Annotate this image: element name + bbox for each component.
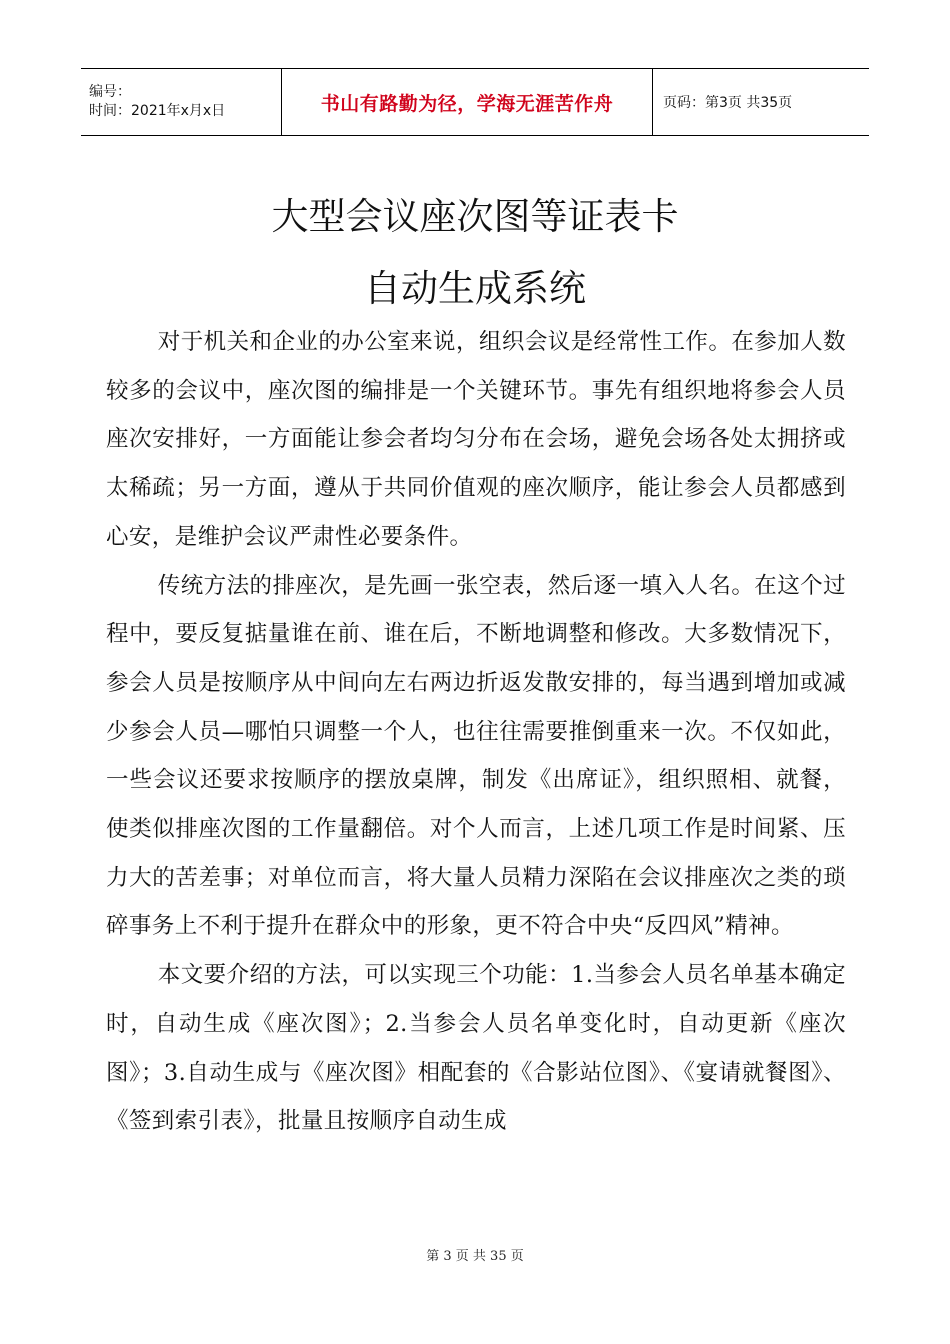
document-title-line1: 大型会议座次图等证表卡: [271, 195, 679, 238]
motto-text: 书山有路勤为径，学海无涯苦作舟: [320, 92, 614, 115]
header-page-info: [653, 69, 869, 135]
document-header: [81, 68, 869, 136]
date-label: 时间：2021年x月x日: [89, 103, 226, 119]
document-title-line2: 自动生成系统: [364, 267, 586, 310]
header-meta: [81, 69, 282, 135]
document-body: [106, 318, 846, 1146]
paragraph-2: 传统方法的排座次，是先画一张空表，然后逐一填入人名。在这个过程中，要反复掂量谁在前、谁在后，不断地调整和修改。大多数情况下，参会人员是按顺序从中间向左右两边折返发散安排的，每当遇到增加或减少参会人员—哪怕只调整一个人，也往往需要推倒重来一次。不仅如此，一些会议还要求按顺序的摆放桌牌，制发《出席证》，组织照相、就餐，使类似排座次图的工作量翻倍。对个人而言，上述几项工作是时间紧、压力大的苦差事；对单位而言，将大量人员精力深陷在会议排座次之类的琐碎事务上不利于提升在群众中的形象，更不符合中央“反四风”精神。: [106, 572, 846, 940]
code-label: 编号：: [89, 84, 131, 100]
paragraph-1: 对于机关和企业的办公室来说，组织会议是经常性工作。在参加人数较多的会议中，座次图的编排是一个关键环节。事先有组织地将参会人员座次安排好，一方面能让参会者均匀分布在会场，避免会场各处太拥挤或太稀疏；另一方面，遵从于共同价值观的座次顺序，能让参会人员都感到心安，是维护会议严肃性必要条件。: [106, 329, 846, 550]
page-info-text: 页码：第3页 共35页: [663, 95, 793, 111]
paragraph-3: 本文要介绍的方法，可以实现三个功能：1.当参会人员名单基本确定时，自动生成《座次图》；2.当参会人员名单变化时，自动更新《座次图》；3.自动生成与《座次图》相配套的《合影站位图》、《宴请就餐图》、《签到索引表》，批量且按顺序自动生成: [106, 962, 846, 1135]
header-motto: [282, 69, 653, 135]
page-footer: 第 3 页 共 35 页: [426, 1249, 524, 1264]
